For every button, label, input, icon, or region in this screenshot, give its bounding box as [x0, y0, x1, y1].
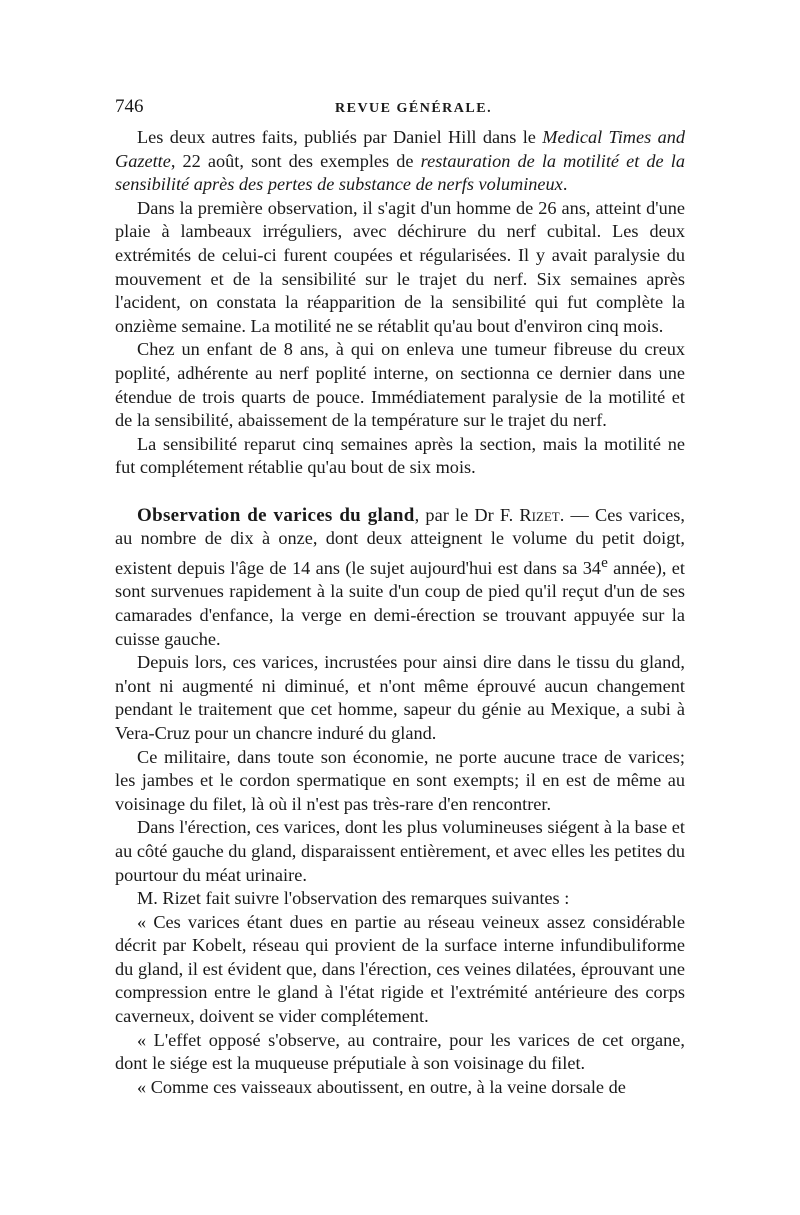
paragraph-erection: Dans l'érection, ces varices, dont les plus volumineuses siégent à la base et au côté gauche du gland, disparaissent entièrement, et avec elles les petites du pourtour du méat urinaire. [115, 817, 685, 885]
paragraph-quote-1: « Ces varices étant dues en partie au réseau veineux assez considérable décrit par Kobelt, réseau qui provient de la surface interne infundibuliforme du gland, il est évident que, dans l'érection, ces veines dilatées, éprouvant une compression entre le gland à l'état rigide et l'extrémité antérieure des corps caverneux, doivent se vider complétement. [115, 911, 685, 1027]
paragraph-since-then: Depuis lors, ces varices, incrustées pour ainsi dire dans le tissu du gland, n'ont ni augmenté ni diminué, et n'ont même éprouvé aucun changement pendant le traitement que cet homme, sapeur du génie au Mexique, a subi à Vera-Cruz pour un chancre induré du gland. [115, 652, 685, 743]
section-gap [115, 480, 685, 504]
paragraph-first-observation: Dans la première observation, il s'agit d'un homme de 26 ans, atteint d'une plaie à lambeaux irréguliers, avec déchirure du nerf cubital. Les deux extrémités de celui-ci furent coupées et régularisées. Il y avait paralysie du mouvement et de la sensibilité sur le trajet du nerf. Six semaines après l'acident, on constata la réapparition de la sensibilité qui fut complète la onzième semaine. La motilité ne se rétablit qu'au bout d'environ cinq mois. [115, 197, 685, 336]
doctor-abbrev: Dr [474, 504, 494, 525]
body-text [115, 126, 685, 1099]
author-name: F. Rizet [499, 504, 560, 525]
section-period: . [559, 504, 565, 525]
paragraph-remarks-intro: M. Rizet fait suivre l'observation des remarques suivantes : [137, 888, 570, 909]
section-body-2: année), et sont survenues rapidement à la suite d'un coup de pied qu'il reçut d'un de ses camarades d'enfance, la verge en demi-érection se trouvant appuyée sur la cuisse gauche. [115, 557, 685, 649]
section-by: , par le [414, 504, 475, 525]
page-header [115, 96, 685, 126]
page [115, 96, 685, 1099]
paragraph-quote-3: « Comme ces vaisseaux aboutissent, en outre, à la veine dorsale de [137, 1076, 626, 1097]
running-title: REVUE GÉNÉRALE. [335, 101, 493, 116]
ordinal-suffix: e [601, 553, 608, 571]
paragraph-child-case: Chez un enfant de 8 ans, à qui on enleva une tumeur fibreuse du creux poplité, adhérente au nerf poplité interne, on sectionna ce dernier dans une étendue de trois quarts de pouce. Immédiatement paralysie de la motilité et de la sensibilité, abaissement de la température sur le trajet du nerf. [115, 339, 685, 431]
intro-text-3: . [562, 174, 568, 195]
paragraph-military: Ce militaire, dans toute son économie, ne porte aucune trace de varices; les jambes et le cordon spermatique en sont exempts; il en est de même au voisinage du filet, là où il n'est pas très-rare d'en rencontrer. [115, 746, 685, 814]
section-body: — Ces varices, au nombre de dix à onze, dont deux atteignent le volume du petit doigt, existent depuis l'âge de 14 ans (le sujet aujourd'hui est dans sa 34 [115, 504, 685, 578]
section-title: Observation de varices du gland [137, 504, 415, 526]
paragraph-section-start [115, 504, 685, 652]
intro-text: Les deux autres faits, publiés par Daniel Hill dans le [137, 127, 543, 147]
paragraph-intro [115, 126, 685, 197]
page-number: 746 [115, 96, 144, 117]
intro-text-2: , 22 août, sont des exemples de [170, 150, 421, 171]
journal-title: Medical Times and Gazette [115, 127, 685, 171]
paragraph-quote-2: « L'effet opposé s'observe, au contraire, pour les varices de cet organe, dont le siége est la muqueuse préputiale à son voisinage du filet. [115, 1029, 685, 1074]
topic-title: restauration de la motilité et de la sensibilité après des pertes de substance de nerfs volumineux [115, 150, 685, 195]
paragraph-sensibility-return: La sensibilité reparut cinq semaines après la section, mais la motilité ne fut complétement rétablie qu'au bout de six mois. [115, 433, 685, 478]
